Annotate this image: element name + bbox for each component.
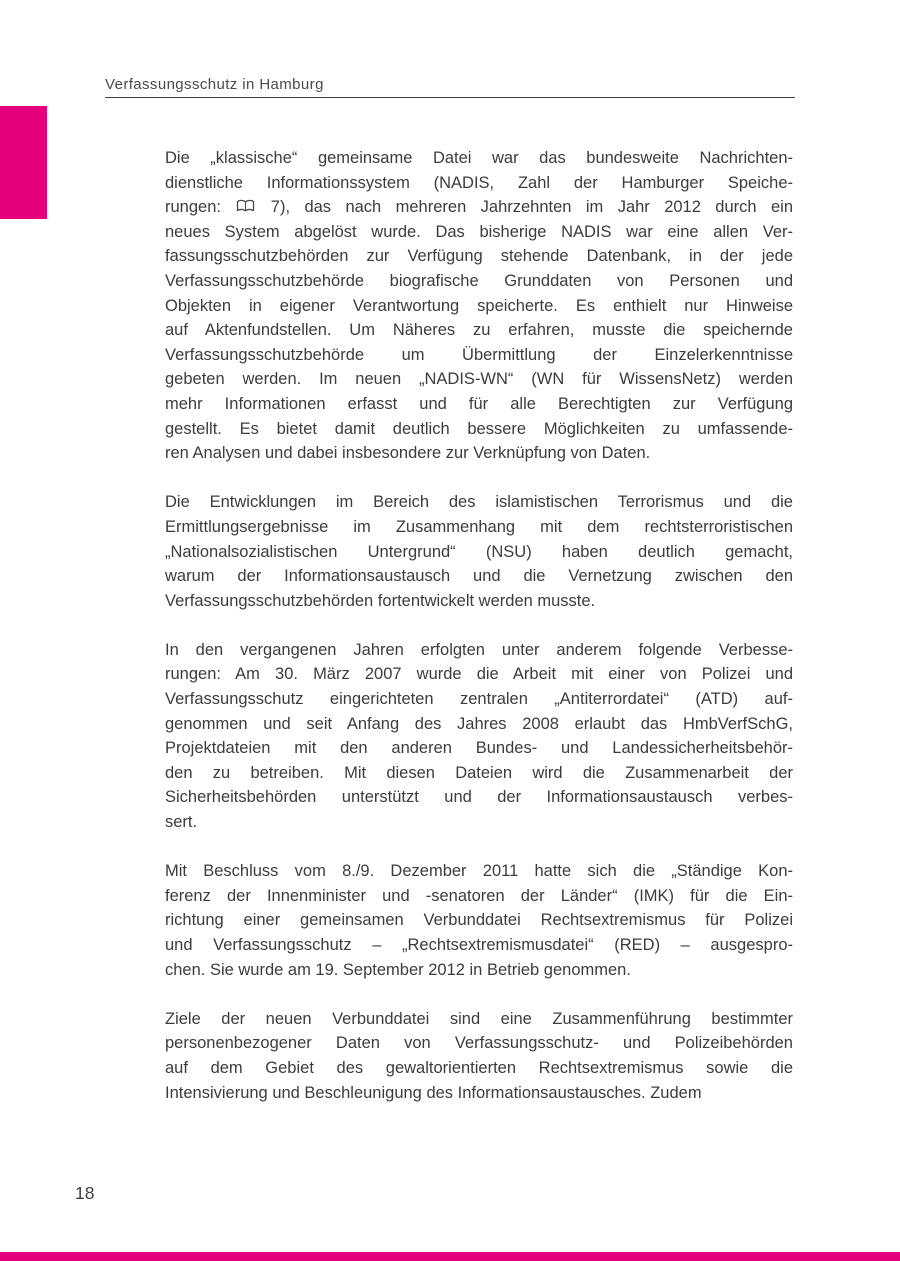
text-line: chen. Sie wurde am 19. September 2012 in Betrieb genommen. xyxy=(165,960,631,979)
text-line: fassungsschutzbehörden zur Verfügung stehende Datenbank, in der jede xyxy=(165,247,793,266)
text-line: neues System abgelöst wurde. Das bisherige NADIS war eine allen Ver- xyxy=(165,222,793,241)
text-line: Sicherheitsbehörden unterstützt und der Informationsaustausch verbes- xyxy=(165,788,793,807)
page-header-title: Verfassungsschutz in Hamburg xyxy=(105,76,324,93)
paragraph xyxy=(165,1007,793,1105)
text-line: auf dem Gebiet des gewaltorientierten Rechtsextremismus sowie die xyxy=(165,1058,793,1077)
text-line: Verfassungsschutzbehörde um Übermittlung der Einzelerkenntnisse xyxy=(165,345,793,364)
text-line: ren Analysen und dabei insbesondere zur Verknüpfung von Daten. xyxy=(165,444,651,463)
text-line: rungen: 7), das nach mehreren Jahrzehnten im Jahr 2012 durch ein xyxy=(165,198,794,217)
text-line: den zu betreiben. Mit diesen Dateien wird die Zusammenarbeit der xyxy=(165,763,793,782)
text-line: Verfassungsschutzbehörden fortentwickelt werden musste. xyxy=(165,591,596,610)
text-line: warum der Informationsaustausch und die Vernetzung zwischen den xyxy=(165,567,793,586)
text-line: rungen: Am 30. März 2007 wurde die Arbeit mit einer von Polizei und xyxy=(165,665,793,684)
text-line: gestellt. Es bietet damit deutlich bessere Möglichkeiten zu umfassende- xyxy=(165,419,793,438)
text-line: Projektdateien mit den anderen Bundes- und Landessicherheitsbehör- xyxy=(165,739,793,758)
text-line: personenbezogener Daten von Verfassungsschutz- und Polizeibehörden xyxy=(165,1034,793,1053)
text-line: Verfassungsschutz eingerichteten zentralen „Antiterrordatei“ (ATD) auf- xyxy=(165,690,793,709)
text-line: dienstliche Informationssystem (NADIS, Zahl der Hamburger Speiche- xyxy=(165,173,793,192)
text-line: auf Aktenfundstellen. Um Näheres zu erfahren, musste die speichernde xyxy=(165,321,793,340)
text-line: Verfassungsschutzbehörde biografische Grunddaten von Personen und xyxy=(165,271,793,290)
paragraph xyxy=(165,490,793,613)
body-text xyxy=(165,146,793,1105)
text-line: ferenz der Innenminister und -senatoren der Länder“ (IMK) für die Ein- xyxy=(165,886,793,905)
text-line: Mit Beschluss vom 8./9. Dezember 2011 hatte sich die „Ständige Kon- xyxy=(165,862,793,881)
header-divider xyxy=(105,97,795,98)
book-icon xyxy=(236,199,255,213)
text-line: Intensivierung und Beschleunigung des Informationsaustausches. Zudem xyxy=(165,1083,702,1102)
text-line: „Nationalsozialistischen Untergrund“ (NSU) haben deutlich gemacht, xyxy=(165,542,793,561)
paragraph xyxy=(165,146,793,466)
text-line: gebeten werden. Im neuen „NADIS-WN“ (WN für WissensNetz) werden xyxy=(165,370,793,389)
footer-accent-bar xyxy=(0,1252,900,1261)
page-number: 18 xyxy=(75,1183,95,1203)
text-line: richtung einer gemeinsamen Verbunddatei Rechtsextremismus für Polizei xyxy=(165,911,793,930)
paragraph xyxy=(165,638,793,835)
chapter-accent-tab xyxy=(0,106,47,219)
text-line: genommen und seit Anfang des Jahres 2008 erlaubt das HmbVerfSchG, xyxy=(165,714,793,733)
text-line: Ziele der neuen Verbunddatei sind eine Zusammenführung bestimmter xyxy=(165,1009,793,1028)
text-line: sert. xyxy=(165,813,198,832)
text-line: In den vergangenen Jahren erfolgten unter anderem folgende Verbesse- xyxy=(165,640,793,659)
text-line: Die Entwicklungen im Bereich des islamistischen Terrorismus und die xyxy=(165,493,793,512)
text-line: Ermittlungsergebnisse im Zusammenhang mit dem rechtsterroristischen xyxy=(165,517,793,536)
text-line: mehr Informationen erfasst und für alle Berechtigten zur Verfügung xyxy=(165,394,793,413)
text-line: und Verfassungsschutz – „Rechtsextremismusdatei“ (RED) – ausgespro- xyxy=(165,936,793,954)
text-line: Die „klassische“ gemeinsame Datei war das bundesweite Nachrichten- xyxy=(165,149,793,167)
text-line: Objekten in eigener Verantwortung speicherte. Es enthielt nur Hinweise xyxy=(165,296,793,315)
paragraph xyxy=(165,859,793,982)
